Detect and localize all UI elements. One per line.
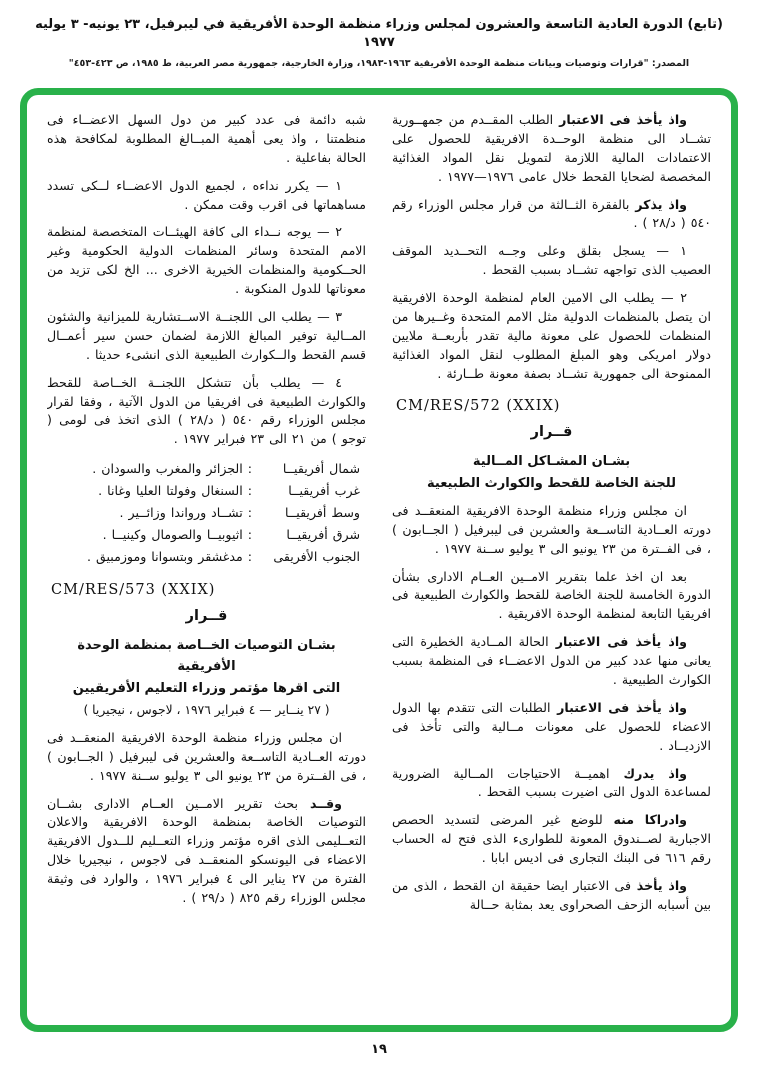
page-number: ١٩ (371, 1042, 387, 1057)
resolution-title: قــرار (530, 423, 573, 440)
left-column (47, 111, 366, 1015)
region-row (47, 546, 360, 568)
region-label: غرب أفريقيــا (288, 483, 360, 499)
region-countries: تشــاد ورواندا وزائــير . (119, 505, 243, 521)
paragraph: واذ يأخذ فى الاعتبار الحالة المــادية الخطيرة التى يعانى منها عدد كبير من الدول الاعضــاء فى المنظمة بسبب الكوارث الطبيعية . (392, 634, 711, 687)
region-countries: السنغال وفولتا العليا وغانا . (98, 483, 243, 499)
resolution-subject-line: التى اقرها مؤتمر وزراء التعليم الأفريقيين (72, 680, 341, 696)
paragraph-lead: واذ يدرك (609, 765, 687, 781)
paragraph: واذ يدرك اهميــة الاحتياجات المــالية الضرورية لمساعدة الدول التى اضيرت بسبب القحط . (392, 765, 711, 800)
region-label: شمال أفريقيــا (282, 461, 360, 477)
paragraph: شبه دائمة فى عدد كبير من دول السهل الاعضــاء فى منظمتنا ، واذ يعى أهمية المبــالغ المطلوبة لمكافحة هذه الحالة بفاعلية . (47, 112, 366, 165)
paragraph: ان مجلس وزراء منظمة الوحدة الافريقية المنعقــد فى دورته العــادية التاســعة والعشرين فى ليبرفيل ( الجــابون ) ، فى الفــترة من ٢٣ يونيو الى ٣ يوليو ســنة ١٩٧٧ . (392, 502, 711, 556)
region-label: شرق أفريقيــا (286, 527, 360, 543)
paragraph: واذ يذكر بالفقرة الثــالثة من قرار مجلس الوزراء رقم ٥٤٠ ( د/٢٨ ) . (392, 196, 711, 231)
paragraph: ان مجلس وزراء منظمة الوحدة الافريقية المنعقــد فى دورته العــادية التاســعة والعشرين فى ليبرفيل ( الجــابون ) ، فى الفــترة من ٢٣ يونيو الى ٣ يوليو ســنة ١٩٧٧ . (47, 729, 366, 783)
document-header (0, 0, 758, 69)
resolution-subject-line: للجنة الخاصة للقحط والكوارث الطبيعية (427, 475, 676, 491)
resolution-subject-line: بشـان التوصيات الخــاصة بمنظمة الوحدة الأفريقية (77, 638, 336, 674)
resolution-subject (47, 636, 366, 698)
region-label: الجنوب الأفريقى (273, 549, 360, 565)
paragraph: ١ — يسجل بقلق وعلى وجــه التحــديد الموقف العصيب الذى تواجهه تشــاد بسبب القحط . (392, 243, 711, 278)
region-label: وسط أفريقيــا (285, 505, 360, 521)
paragraph: وادراكا منه للوضع غير المرضى لتسديد الحصص الاجبارية لصــندوق المعونة للطوارىء الذى فتح له الحساب رقم ٦١٦ فى البنك التجارى فى اديس ابابا . (392, 812, 711, 866)
paragraph: واذ يأخذ فى الاعتبار الطلبات التى تتقدم بها الدول الاعضاء للحصول على معونات مــالية والتى تأخذ فى الازديــاد . (392, 699, 711, 753)
document-source: المصدر: "قرارات وتوصيات وبيانات منظمة الوحدة الأفريقية ١٩٦٣-١٩٨٣، وزارة الخارجية، جمهورية مصر العربية، ط ١٩٨٥، ص ٤٢٣-٤٥٣" (68, 58, 690, 70)
paragraph: ٣ — يطلب الى اللجنــة الاســتشارية للميزانية والشئون المــالية توفير المبالغ اللازمة لضمان حسن سير أعمــال قسم القحط والــكوارث الطبيعية الذى انشىء حديثا . (47, 309, 366, 362)
region-countries: الجزائر والمغرب والسودان . (92, 461, 243, 477)
document-title: (تابع) الدورة العادية التاسعة والعشرون لمجلس وزراء منظمة الوحدة الأفريقية في ليبرفيل، ٢٣ يونيه- ٣ يوليه ١٩٧٧ (35, 17, 723, 51)
region-row (47, 458, 360, 480)
right-column (392, 111, 711, 1015)
paragraph-lead: واذ يأخذ فى الاعتبار (553, 112, 688, 127)
paragraph-lead: وقــد (298, 795, 342, 811)
paragraph: ٤ — يطلب بأن تتشكل اللجنــة الخــاصة للقحط والكوارث الطبيعية فى افريقيا من الدول الآتية ، وفقا لقرار مجلس الوزراء رقم ٥٤٠ ( د/٢٨ ) الذى اتخذ فى لومى ( توجو ) من ٢١ الى ٢٣ فبراير ١٩٧٧ . (47, 374, 366, 447)
region-colon: : (247, 461, 252, 477)
region-list (47, 458, 360, 568)
paragraph: ٢ — يوجه نــداء الى كافة الهيئــات المتخصصة لمنظمة الامم المتحدة وسائر المنظمات الدولية الحكومية وغير الحــكومية والمنظمات الخيرية الاخرى ... الخ لكى تزيد من معوناتها للدول المنكوبة . (47, 224, 366, 297)
paragraph-lead: واذ يأخذ فى الاعتبار (548, 634, 687, 650)
region-row (47, 502, 360, 524)
region-colon: : (247, 505, 252, 521)
region-countries: مدغشقر وبتسوانا وموزمبيق . (87, 549, 243, 565)
resolution-number: CM/RES/572 (XXIX) (396, 397, 561, 414)
paragraph: واذ يأخذ فى الاعتبار الطلب المقــدم من جمهــورية تشــاد الى منظمة الوحــدة الافريقية للحصول على الاعتمادات المالية اللازمة لتمويل نقل المواد الغذائية المخصصة لضحايا القحط خلال عامى ١٩٧٦—١٩٧٧ . (392, 112, 711, 184)
region-row (47, 524, 360, 546)
paragraph: واذ يأخذ فى الاعتبار ايضا حقيقة ان القحط ، الذى من بين أسبابه الزحف الصحراوى يعد بمثابة حــالة (392, 878, 711, 912)
paragraph: ١ — يكرر نداءه ، لجميع الدول الاعضــاء لــكى تسدد مساهماتها فى اقرب وقت ممكن . (47, 177, 366, 212)
paragraph: وقــد بحث تقرير الامــين العــام الادارى بشــان التوصيات الخاصة بمنظمة الوحدة الافريقية والاعلان التعــليمى الذى اقره مؤتمر وزراء التعــليم للــدول الافريقية الاعضاء فى اليونسكو المنعقــد فى لاجوس ، نيجيريا خلال الفترة من ٢٧ يناير الى ٤ فبراير ١٩٧٦ ، والوارد فى وثيقة مجلس الوزراء رقم ٨٢٥ ( د/٢٩ ) . (47, 795, 366, 905)
two-column-layout (47, 111, 711, 1015)
resolution-subject-line: بشـان المشـاكل المــالية (472, 453, 631, 469)
region-countries: اثيوبيــا والصومال وكينيــا . (102, 527, 243, 543)
paragraph: بعد ان اخذ علما بتقرير الامــين العــام الادارى بشأن الدورة الخامسة للجنة الخاصة للقحط والكوارث الطبيعية فى افريقيا التابعة لمنظمة الوحدة الافريقية . (392, 568, 711, 622)
paragraph-lead: واذ يأخذ فى الاعتبار (550, 699, 688, 715)
paragraph-lead: واذ يأخذ (631, 878, 687, 893)
paragraph: ٢ — يطلب الى الامين العام لمنظمة الوحدة الافريقية ان يتصل بالمنظمات الدولية مثل الامم المتحدة وغــيرها من المنظمات للحصول على معونة مالية تقدر بأربعــة ملايين دولار امريكى وهو المبلغ المطلوب لنقل المواد الغذائية الممنوحة الى جمهورية تشــاد بصفة معونة طــارئة . (392, 290, 711, 381)
region-colon: : (247, 527, 252, 543)
region-colon: : (247, 549, 252, 565)
resolution-title: قــرار (185, 608, 228, 625)
resolution-number: CM/RES/573 (XXIX) (51, 582, 216, 599)
region-row (47, 480, 360, 502)
resolution-subject (392, 452, 711, 494)
paragraph-lead: وادراكا منه (602, 812, 687, 828)
paragraph-lead: واذ يذكر (629, 196, 687, 212)
resolution-date-note: ( ٢٧ ينــاير — ٤ فبراير ١٩٧٦ ، لاجوس ، نيجيريا ) (83, 702, 330, 717)
content-frame (20, 88, 738, 1032)
region-colon: : (247, 483, 252, 499)
